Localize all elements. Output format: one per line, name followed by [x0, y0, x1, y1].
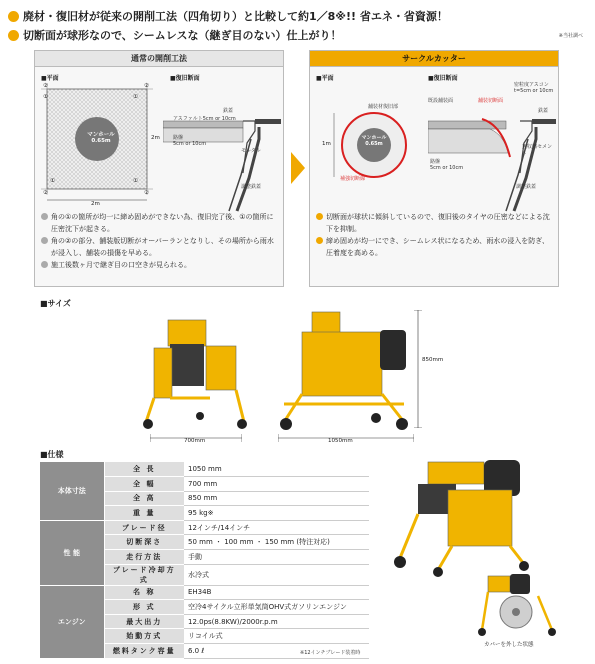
- bullet-dot-icon: [8, 30, 19, 41]
- spec-key: 名 称: [104, 585, 184, 600]
- spec-value: 12インチ/14インチ: [184, 520, 369, 535]
- spec-key: 重 量: [104, 506, 184, 521]
- label-iron-lid: 鉄蓋: [538, 108, 549, 114]
- spec-key: 全 幅: [104, 477, 184, 492]
- dim-height: 2m: [151, 135, 160, 141]
- label-base-thickness: 5cm or 10cm: [173, 141, 207, 147]
- arrow-right-icon: [291, 152, 305, 184]
- label-asphalt: 密粒度アスコン: [514, 82, 549, 88]
- spec-value: 6.0 ℓ: [184, 644, 369, 659]
- spec-value: 12.0ps(8.8KW)/2000r.p.m: [184, 614, 369, 629]
- label-paving-surface: 既設舗装面: [428, 98, 454, 104]
- spec-group-label: エンジン: [40, 585, 104, 658]
- size-heading: ■サイズ: [40, 299, 71, 308]
- machine-side-image: [276, 304, 416, 434]
- corner-mark: ②: [43, 190, 48, 196]
- bullet-item: 角の①の箇所が均一に締め固めができない為、復旧完了後、①の箇所に圧密沈下が起きる。: [41, 211, 279, 235]
- size-height: 850mm: [422, 357, 444, 363]
- corner-mark: ①: [50, 178, 55, 184]
- spec-key: 全 長: [104, 462, 184, 477]
- spec-key: 燃料タンク容量: [104, 644, 184, 659]
- label-base: 路盤: [173, 135, 184, 141]
- spec-key: 切断深さ: [104, 535, 184, 550]
- corner-mark: ②: [144, 190, 149, 196]
- label-mortar: モルタル: [241, 148, 261, 154]
- conventional-bullets: [41, 211, 279, 271]
- spec-key: 全 高: [104, 491, 184, 506]
- label-base-thickness: 5cm or 10cm: [430, 165, 464, 171]
- manhole-size: 0.65m: [91, 138, 111, 144]
- conventional-plan-drawing: [39, 83, 159, 208]
- bullet-dot-icon: [8, 11, 19, 22]
- bullet-item: 切断面が球状に傾斜しているので、復旧後のタイヤの圧密などによる沈下を抑制。: [316, 211, 554, 235]
- machine-uncovered-photo: [478, 572, 560, 638]
- size-width: 700mm: [184, 438, 206, 444]
- spec-value: 50 mm ・ 100 mm ・ 150 mm (特注対応): [184, 535, 369, 550]
- corner-mark: ①: [43, 94, 48, 100]
- label-cut-face: 舗装切断面: [478, 98, 504, 104]
- spec-value: 850 mm: [184, 491, 369, 506]
- spec-table: [40, 462, 369, 659]
- corner-mark: ②: [144, 83, 149, 89]
- manhole-size: 0.65m: [365, 141, 383, 147]
- conventional-panel: [34, 50, 284, 287]
- bullet-item: 角の②の部分、舗装版切断がオーバーランとなりし、その場所から雨水が浸入し、舗装の損傷を早める。: [41, 235, 279, 259]
- label-iron-lid: 鉄蓋: [223, 108, 234, 114]
- photo-caption: カバーを外した状態: [484, 642, 534, 648]
- conventional-title: 通常の開削工法: [35, 51, 283, 67]
- spec-key: 始動方式: [104, 629, 184, 644]
- circle-title: サークルカッター: [310, 51, 558, 67]
- headline-1-text: 廃材・復旧材が従来の開削工法（四角切り）と比較して約1／8※!! 省エネ・省資源！: [23, 10, 448, 23]
- dim-width: 2m: [91, 201, 100, 207]
- spec-row: [40, 462, 369, 477]
- spec-key: 最大出力: [104, 614, 184, 629]
- spec-key: 形 式: [104, 600, 184, 615]
- corner-mark: ①: [133, 178, 138, 184]
- label-frame: 調整鉄蓋: [241, 184, 262, 190]
- spec-key: ブレード径: [104, 520, 184, 535]
- spec-group-label: 性 能: [40, 520, 104, 585]
- spec-value: EH34B: [184, 585, 369, 600]
- manhole-label: マンホール: [87, 132, 115, 138]
- spec-key: 走行方法: [104, 550, 184, 565]
- spec-value: 700 mm: [184, 477, 369, 492]
- bullet-item: 締め固めが均一にでき、シームレス状になるため、雨水の浸入を防ぎ、圧着度を高める。: [316, 235, 554, 259]
- conventional-plan-label: ■平面: [41, 75, 59, 82]
- machine-front-image: [140, 312, 250, 432]
- headline-2-text: 切断面が球形なので、シームレスな（継ぎ目のない）仕上がり！: [23, 29, 342, 42]
- manhole-label: マンホール: [361, 135, 387, 141]
- spec-value: リコイル式: [184, 629, 369, 644]
- corner-mark: ②: [43, 83, 48, 89]
- dim-diameter: 1m: [322, 141, 331, 147]
- spec-group-label: 本体寸法: [40, 462, 104, 520]
- spec-row: [40, 520, 369, 535]
- size-length: 1050mm: [328, 438, 353, 444]
- label-cement: 無収縮セメント: [522, 144, 553, 157]
- spec-heading: ■仕様: [40, 450, 64, 459]
- label-base: 路盤: [430, 159, 441, 165]
- bullet-item: 施工後数ヶ月で継ぎ目の口空きが見られる。: [41, 259, 279, 271]
- spec-value: 1050 mm: [184, 462, 369, 477]
- headline-2: [8, 27, 341, 43]
- spec-key: ブレード冷却方式: [104, 564, 184, 585]
- label-cut-line: 補強切断線: [340, 176, 366, 182]
- spec-footnote: ※12インチブレード装着時: [300, 650, 361, 656]
- spec-row: [40, 585, 369, 600]
- spec-value: 95 kg※: [184, 506, 369, 521]
- height-dimension-line: [414, 310, 422, 428]
- label-pavement-surface: 舗装材復旧部: [368, 104, 399, 110]
- machine-photo: [392, 458, 532, 578]
- spec-value: 手動: [184, 550, 369, 565]
- conventional-section-drawing: [163, 83, 283, 213]
- label-asphalt-thickness: t=5cm or 10cm: [514, 88, 554, 94]
- label-asphalt: アスファルト5cm or 10cm: [173, 116, 236, 122]
- circle-section-label: ■復旧断面: [428, 75, 458, 82]
- circle-plan-label: ■平面: [316, 75, 334, 82]
- spec-value: 空冷4サイクル立形単気筒OHV式ガソリンエンジン: [184, 600, 369, 615]
- spec-value: 水冷式: [184, 564, 369, 585]
- label-frame: 調整鉄蓋: [516, 184, 537, 190]
- headline-1: [8, 8, 448, 24]
- corner-mark: ①: [133, 94, 138, 100]
- company-note: ※当社調べ: [558, 33, 583, 39]
- conventional-section-label: ■復旧断面: [170, 75, 200, 82]
- circle-bullets: [316, 211, 554, 259]
- circle-panel: [309, 50, 559, 287]
